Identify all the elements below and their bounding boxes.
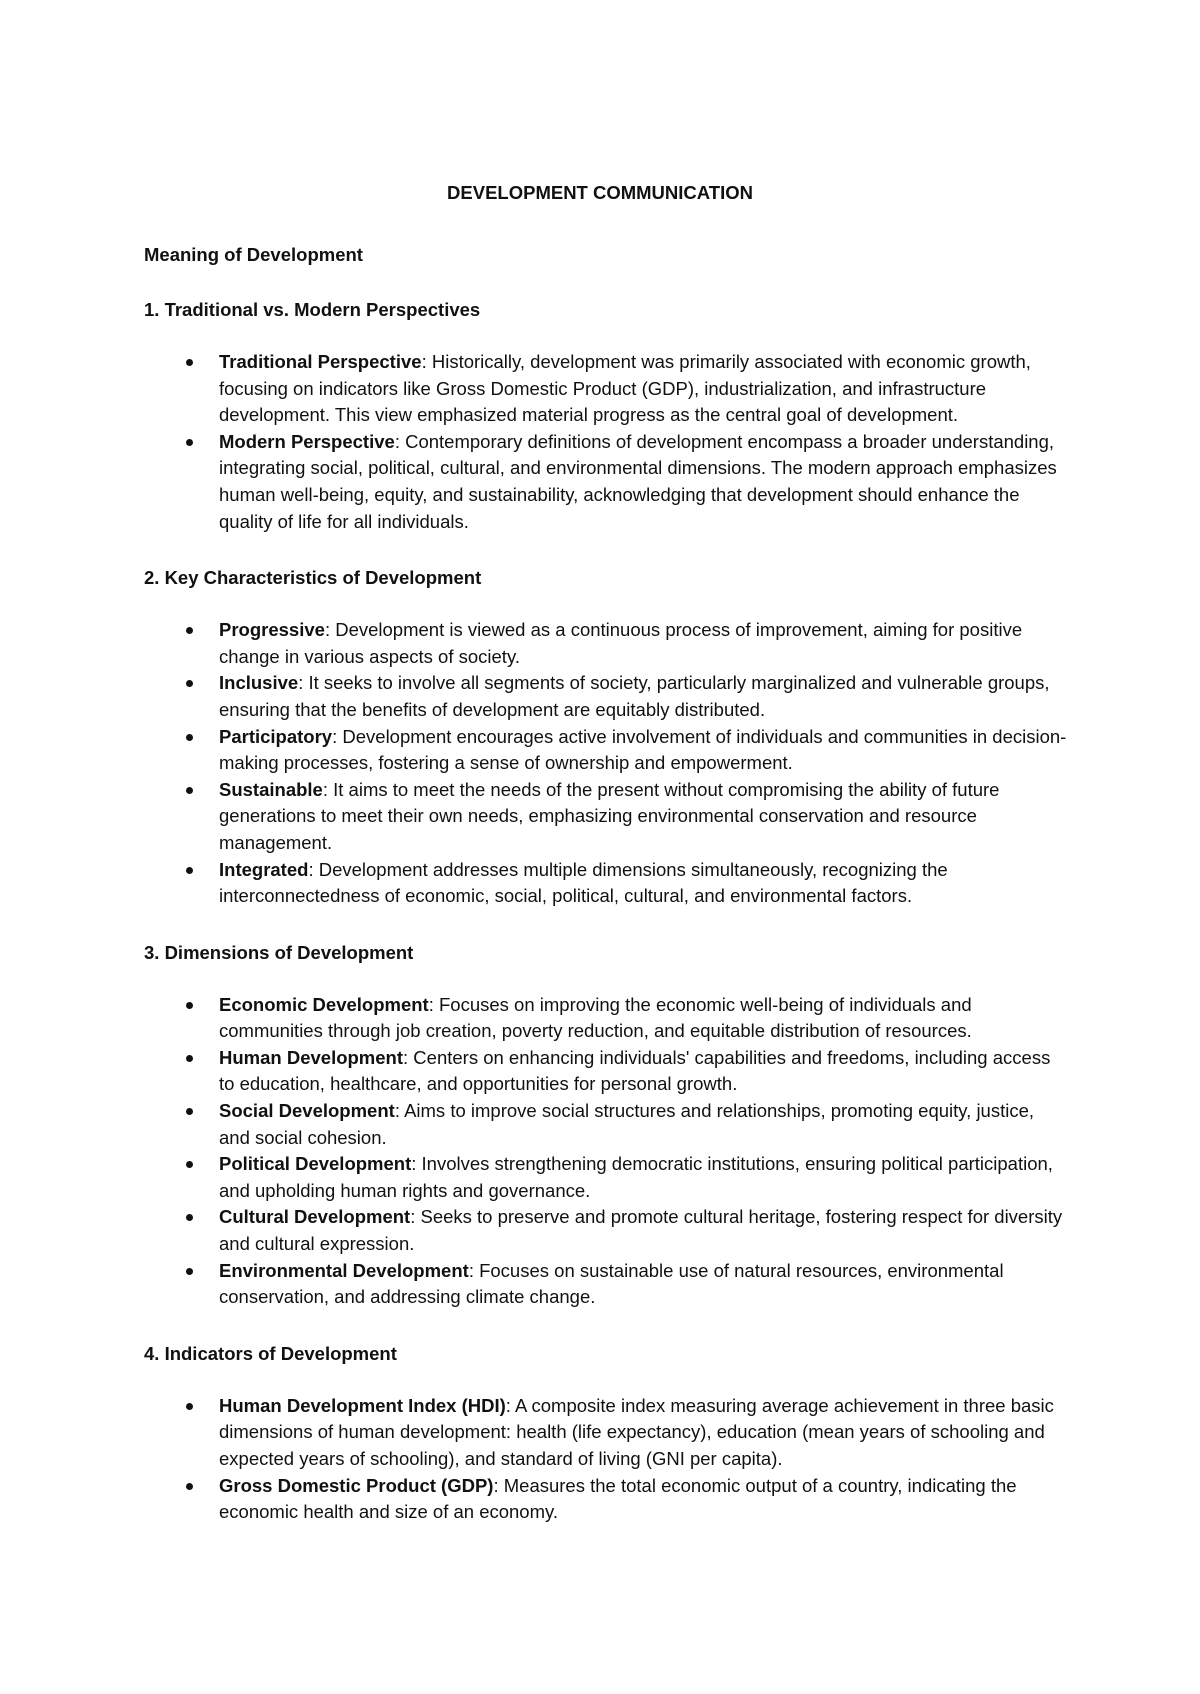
item-term: Modern Perspective — [219, 430, 395, 452]
item-term: Sustainable — [219, 778, 323, 800]
bullet-icon — [186, 680, 193, 687]
section-characteristics — [144, 566, 1069, 910]
bullet-list — [144, 1393, 1069, 1526]
item-term: Integrated — [219, 858, 309, 880]
bullet-icon — [186, 439, 193, 446]
bullet-icon — [186, 867, 193, 874]
list-item — [144, 349, 1069, 429]
bullet-icon — [186, 627, 193, 634]
bullet-icon — [186, 1403, 193, 1410]
item-text: : It seeks to involve all segments of society, particularly marginalized and vulnerable groups, ensuring that the benefits of development are equitably distributed. — [219, 672, 1050, 720]
item-term: Gross Domestic Product (GDP) — [219, 1474, 494, 1496]
bullet-icon — [186, 787, 193, 794]
document-body — [144, 243, 1069, 1557]
item-term: Traditional Perspective — [219, 351, 422, 372]
bullet-icon — [186, 1055, 193, 1062]
list-item — [144, 1045, 1069, 1098]
item-term: Environmental Development — [219, 1259, 469, 1281]
item-term: Progressive — [219, 619, 325, 641]
bullet-icon — [186, 1002, 193, 1009]
item-text: : Development encourages active involvement of individuals and communities in decision-making processes, fostering a sense of ownership and empowerment. — [219, 725, 1067, 774]
list-item — [144, 1393, 1069, 1473]
item-term: Cultural Development — [219, 1206, 411, 1228]
bullet-icon — [186, 359, 193, 366]
section-heading: 4. Indicators of Development — [144, 1342, 397, 1364]
item-term: Human Development Index (HDI) — [219, 1394, 506, 1416]
bullet-list — [144, 617, 1069, 910]
section-indicators — [144, 1342, 1069, 1526]
item-text: : Aims to improve social structures and relationships, promoting equity, justice, and social cohesion. — [219, 1100, 1035, 1148]
document-title: DEVELOPMENT COMMUNICATION — [447, 182, 753, 203]
list-item — [144, 1258, 1069, 1311]
bullet-list — [144, 349, 1069, 535]
bullet-icon — [186, 1268, 193, 1275]
bullet-icon — [186, 1214, 193, 1221]
list-item — [144, 777, 1069, 857]
bullet-icon — [186, 1108, 193, 1115]
section-heading: 2. Key Characteristics of Development — [144, 567, 482, 589]
item-term: Inclusive — [219, 672, 299, 694]
list-item — [144, 1204, 1069, 1257]
list-item — [144, 429, 1069, 535]
list-item — [144, 857, 1069, 910]
item-text: : Focuses on improving the economic well-being of individuals and communities through job creation, poverty reduction, and equitable distribution of resources. — [219, 993, 972, 1042]
list-item — [144, 992, 1069, 1045]
item-text: : A composite index measuring average achievement in three basic dimensions of human development: health (life expectancy), education (mean years of schooling and expected years of schooling), and standard of living (GNI per capita). — [219, 1394, 1054, 1469]
list-item — [144, 1473, 1069, 1526]
item-text: : It aims to meet the needs of the present without compromising the ability of future generations to meet their own needs, emphasizing environmental conservation and resource management. — [219, 778, 1000, 853]
list-item — [144, 1098, 1069, 1151]
item-text: : Seeks to preserve and promote cultural heritage, fostering respect for diversity and cultural expression. — [219, 1206, 1063, 1255]
bullet-icon — [186, 1483, 193, 1490]
section-perspectives — [144, 298, 1069, 535]
item-text: : Contemporary definitions of development encompass a broader understanding, integrating social, political, cultural, and environmental dimensions. The modern approach emphasizes human well-being, equity, and sustainability, acknowledging that development should enhance the quality of life for all individuals. — [219, 430, 1057, 532]
bullet-list — [144, 992, 1069, 1311]
list-item — [144, 724, 1069, 777]
item-term: Participatory — [219, 725, 333, 747]
list-item — [144, 670, 1069, 723]
item-text: : Centers on enhancing individuals' capabilities and freedoms, including access to education, healthcare, and opportunities for personal growth. — [219, 1046, 1051, 1095]
item-term: Social Development — [219, 1100, 395, 1122]
bullet-icon — [186, 1161, 193, 1168]
main-heading: Meaning of Development — [144, 244, 363, 265]
item-term: Economic Development — [219, 993, 429, 1015]
section-dimensions — [144, 941, 1069, 1311]
bullet-icon — [186, 734, 193, 741]
list-item — [144, 1151, 1069, 1204]
item-text: : Measures the total economic output of a country, indicating the economic health and size of an economy. — [219, 1474, 1017, 1523]
item-text: : Focuses on sustainable use of natural resources, environmental conservation, and addressing climate change. — [219, 1259, 1004, 1308]
section-heading: 1. Traditional vs. Modern Perspectives — [144, 299, 481, 320]
item-text: : Development addresses multiple dimensions simultaneously, recognizing the interconnectedness of economic, social, political, cultural, and environmental factors. — [219, 858, 948, 907]
list-item — [144, 617, 1069, 670]
item-text: : Development is viewed as a continuous process of improvement, aiming for positive change in various aspects of society. — [219, 619, 1023, 667]
item-text: : Historically, development was primarily associated with economic growth, focusing on indicators like Gross Domestic Product (GDP), industrialization, and infrastructure development. This view emphasized material progress as the central goal of development. — [219, 351, 1031, 426]
section-heading: 3. Dimensions of Development — [144, 941, 414, 963]
item-term: Human Development — [219, 1046, 404, 1068]
item-term: Political Development — [219, 1153, 412, 1175]
item-text: : Involves strengthening democratic institutions, ensuring political participation, and upholding human rights and governance. — [219, 1153, 1053, 1201]
